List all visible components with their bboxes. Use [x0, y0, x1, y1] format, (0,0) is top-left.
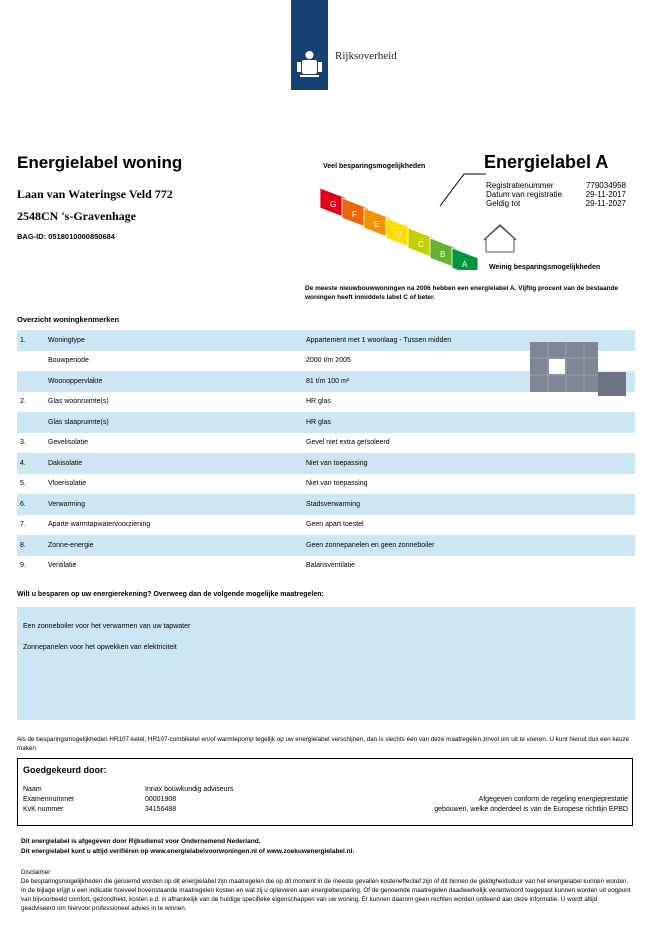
disclaimer: [21, 868, 633, 913]
scale-letter: A: [462, 260, 468, 269]
advice-box: [17, 607, 635, 720]
advice-footnote: Als de besparingsmogelijkheden HR107-ketel, HR107-combiketel en/of warmtepomp tegelijk op uw energielabel verschijnen, dan is slechts één van deze maatregelen zinvol om uit te voeren. U kunt hieruit dus een keuze maken.: [17, 736, 630, 752]
reg-value: 29-11-2027: [585, 199, 626, 208]
table-row: [17, 433, 635, 454]
bag-id: BAG-ID: 0518010000850684: [17, 232, 115, 241]
epbd-text: gebouwen, welke onderdeel is van de Europese richtlijn EPBD: [434, 806, 628, 813]
row-num: [17, 351, 48, 372]
row-value: Niet van toepassing: [306, 453, 635, 474]
row-label: Aparte warmtapwatervoorziening: [48, 521, 151, 529]
scale-letter: G: [330, 200, 337, 209]
row-value: Geen zonnepanelen en geen zonneboiler: [306, 535, 635, 556]
scale-letter: E: [374, 220, 380, 229]
label-note: De meeste nieuwbouwwoningen na 2006 hebben een energielabel A. Vijftig procent van de bestaande woningen heeft inmiddels label C of beter.: [305, 285, 619, 301]
veel-besparing-label: Veel besparingsmogelijkheden: [323, 163, 426, 170]
table-row: [17, 474, 635, 495]
crest-icon: [291, 0, 328, 90]
disclaimer-text: De besparingsmogelijkheden die genoemd worden op dit energielabel zijn maatregelen die op dit moment in de meeste gevallen kosteneffectief zijn of dit binnen de geldigheidsduur van het energielabel kunnen worden. In de bijlage krijgt u een indicatie hoeveel bovenstaande maatregelen kosten en wat zij u opleveren aan energiebesparing. Of de genoemde maatregelen daadwerkelijk verantwoord toegepast kunnen worden uit oogpunt van bijvoorbeeld comfort, gezondheid, kosten e.d. is afhankelijk van de huidige specifieke eigenschappen van uw woning. Er kunnen daarom geen rechten worden ontleend aan deze informatie. U wordt altijd geadviseerd om hiervoor professioneel advies in te winnen.: [21, 878, 631, 912]
issued-line: Dit energielabel is afgegeven door Rijksdienst voor Ondernemend Nederland.: [21, 838, 261, 845]
row-num: [17, 371, 48, 392]
row-label: Ventilatie: [48, 562, 77, 570]
row-label: Glas woonruimte(s): [48, 398, 109, 406]
row-value: HR glas: [306, 398, 331, 406]
row-num: 2.: [20, 398, 26, 406]
weinig-besparing-label: Weinig besparingsmogelijkheden: [489, 264, 601, 271]
row-label: Glas slaapruimte(s): [48, 412, 306, 433]
name-key: Naam: [23, 786, 42, 793]
approved-title: Goedgekeurd door:: [23, 765, 107, 775]
row-value: 81 t/m 100 m²: [306, 371, 635, 392]
row-value: Niet van toepassing: [306, 480, 368, 488]
row-label: Zonne-energie: [48, 535, 306, 556]
name-value: Innax bouwkundig adviseurs: [145, 786, 234, 793]
scale-letter: D: [396, 230, 402, 239]
advice-item: Een zonneboiler voor het verwarmen van uw tapwater: [23, 623, 191, 630]
table-row: [17, 535, 635, 556]
overview-title: Overzicht woningkenmerken: [17, 315, 120, 324]
row-label: Woningtype: [48, 330, 306, 351]
row-value: HR glas: [306, 412, 635, 433]
row-value: Balansventilatie: [306, 562, 356, 570]
table-row: [17, 412, 635, 433]
reg-key: Geldig tot: [486, 199, 521, 208]
reg-key: Registratienummer: [486, 181, 554, 190]
row-num: 1.: [17, 330, 48, 351]
table-row: [17, 515, 635, 536]
row-value: 2000 t/m 2005: [306, 357, 351, 365]
row-num: 7.: [20, 521, 26, 529]
row-value: Geen apart toestel: [306, 521, 364, 529]
row-label: Gevelisolatie: [48, 439, 89, 447]
row-value: Appartement met 1 woonlaag - Tussen midden: [306, 330, 635, 351]
kvk-key: KvK nummer: [23, 806, 64, 813]
conform-text: Afgegeven conform de regeling energieprestatie: [478, 796, 628, 803]
advice-question: Wilt u besparen op uw energierekening? Overweeg dan de volgende mogelijke maatregelen:: [17, 591, 324, 598]
address-city: 2548CN 's-Gravenhage: [17, 209, 136, 223]
scale-letter: C: [418, 240, 424, 249]
exam-key: Examennummer: [23, 796, 75, 803]
address-street: Laan van Wateringse Veld 772: [17, 187, 173, 201]
row-label: Dakisolatie: [48, 453, 306, 474]
scale-letter: B: [440, 250, 446, 259]
scale-letter: F: [352, 210, 357, 219]
energy-label-title: Energielabel A: [484, 152, 609, 172]
row-label: Vloerisolatie: [48, 480, 87, 488]
row-label: Bouwperiode: [48, 357, 89, 365]
row-num: [17, 412, 48, 433]
disclaimer-title: Disclaimer: [21, 869, 51, 876]
verify-line: Dit energielabel kunt u altijd verifiëren op www.energielabelvoorwoningen.nl of www.zoekuwenergielabel.nl.: [21, 848, 355, 855]
row-num: 6.: [17, 494, 48, 515]
approved-box: [17, 758, 633, 826]
row-value: Gevel niet extra geïsoleerd: [306, 439, 390, 447]
table-row: [17, 556, 635, 577]
reg-key: Datum van registratie: [486, 190, 563, 199]
label-pointer-line: [438, 170, 488, 210]
row-num: 5.: [20, 480, 26, 488]
logo-text: Rijksoverheid: [335, 50, 397, 62]
row-num: 3.: [20, 439, 26, 447]
rijksoverheid-logo-bar: [291, 0, 328, 90]
registration-info: [486, 181, 626, 208]
building-icon: [528, 338, 628, 400]
table-row: [17, 453, 635, 474]
exam-value: 00001908: [145, 796, 177, 803]
advice-item: Zonnepanelen voor het opwekken van elektriciteit: [23, 644, 177, 651]
row-num: 9.: [20, 562, 26, 570]
reg-value: 779034958: [585, 181, 626, 190]
row-label: Woonoppervlakte: [48, 371, 306, 392]
page-title: Energielabel woning: [17, 153, 183, 172]
row-label: Verwarming: [48, 494, 306, 515]
row-value: Stadsverwarming: [306, 494, 635, 515]
issued-by: [21, 837, 354, 857]
reg-value: 29-11-2017: [585, 190, 626, 199]
row-num: 4.: [17, 453, 48, 474]
table-row: [17, 494, 635, 515]
row-num: 8.: [17, 535, 48, 556]
kvk-value: 34156488: [145, 806, 177, 813]
